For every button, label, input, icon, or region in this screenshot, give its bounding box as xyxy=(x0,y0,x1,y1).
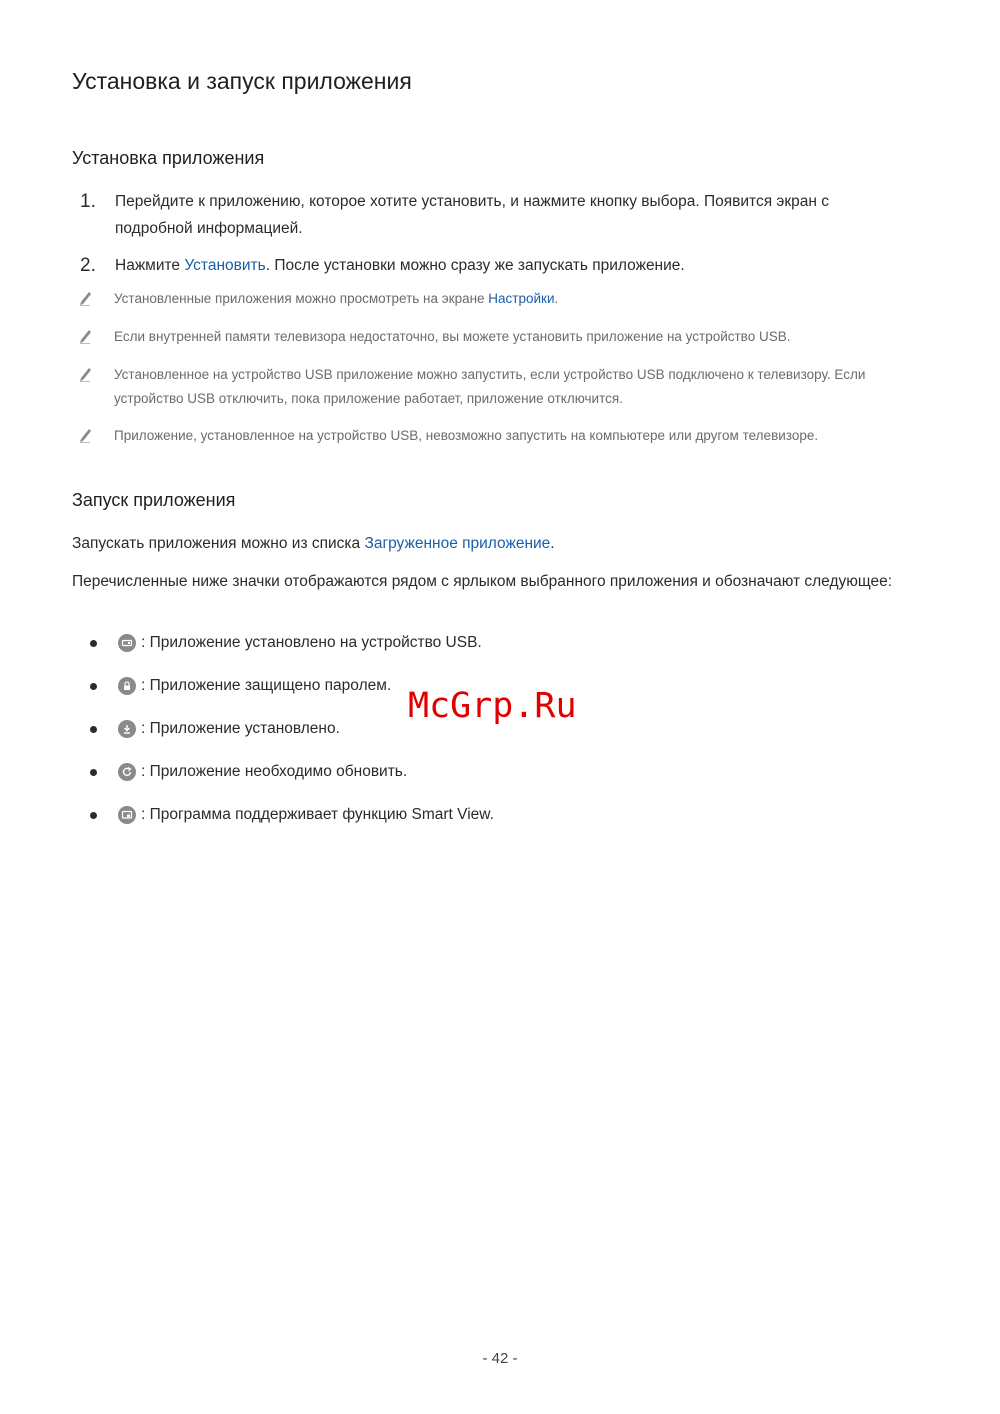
step-number: 1. xyxy=(80,191,96,212)
note-1 xyxy=(78,287,918,314)
lock-icon xyxy=(118,677,136,695)
para-text-part: . xyxy=(550,535,555,552)
page-number: - 42 - xyxy=(482,1350,518,1367)
launch-paragraph xyxy=(72,530,892,557)
note-text-part: Установленные приложения можно просмотреть на экране xyxy=(114,291,489,306)
section-heading-launch: Запуск приложения xyxy=(72,490,236,510)
step-text-part: . После установки можно сразу же запускать приложение. xyxy=(265,257,685,274)
step-2 xyxy=(72,252,902,279)
step-text-part: Нажмите xyxy=(115,257,185,274)
step-number: 2. xyxy=(80,255,96,276)
watermark: McGrp.Ru xyxy=(408,686,577,726)
bullet-dot xyxy=(90,812,97,819)
list-item xyxy=(90,634,890,652)
page-title: Установка и запуск приложения xyxy=(72,68,412,94)
bullet-dot xyxy=(90,640,97,647)
icon-description: : Приложение защищено паролем. xyxy=(141,677,392,694)
note-text: Установленное на устройство USB приложение можно запустить, если устройство USB подключено к телевизору. Если устройство USB отключить, пока приложение работает, приложение отключится. xyxy=(114,367,866,406)
step-text xyxy=(115,252,902,279)
pencil-icon xyxy=(78,325,114,352)
icon-description: : Программа поддерживает функцию Smart View. xyxy=(141,806,494,823)
icons-intro-paragraph: Перечисленные ниже значки отображаются рядом с ярлыком выбранного приложения и обозначают следующее: xyxy=(72,573,893,590)
note-4 xyxy=(78,424,918,451)
note-3 xyxy=(78,363,918,411)
list-item xyxy=(90,763,890,781)
bullet-dot xyxy=(90,726,97,733)
bullet-dot xyxy=(90,769,97,776)
pencil-icon xyxy=(78,363,114,411)
para-text-part: Запускать приложения можно из списка xyxy=(72,535,365,552)
icon-description: : Приложение установлено. xyxy=(141,720,340,737)
settings-link[interactable]: Настройки xyxy=(488,291,555,306)
step-1 xyxy=(72,188,902,242)
refresh-icon xyxy=(118,763,136,781)
downloaded-app-link[interactable]: Загруженное приложение xyxy=(364,535,551,552)
note-text-part: . xyxy=(554,291,559,306)
pencil-icon xyxy=(78,287,114,314)
note-text: Если внутренней памяти телевизора недостаточно, вы можете установить приложение на устройство USB. xyxy=(114,329,791,344)
step-text: Перейдите к приложению, которое хотите установить, и нажмите кнопку выбора. Появится экран с подробной информацией. xyxy=(115,193,829,237)
install-link[interactable]: Установить xyxy=(184,257,266,274)
smart-view-icon xyxy=(118,806,136,824)
section-heading-install: Установка приложения xyxy=(72,148,265,168)
note-2 xyxy=(78,325,918,352)
note-text xyxy=(114,287,918,314)
list-item xyxy=(90,806,890,824)
bullet-dot xyxy=(90,683,97,690)
note-text: Приложение, установленное на устройство USB, невозможно запустить на компьютере или другом телевизоре. xyxy=(114,428,819,443)
usb-icon xyxy=(118,634,136,652)
pencil-icon xyxy=(78,424,114,451)
icon-description: : Приложение необходимо обновить. xyxy=(141,763,408,780)
download-icon xyxy=(118,720,136,738)
icon-description: : Приложение установлено на устройство USB. xyxy=(141,634,482,651)
